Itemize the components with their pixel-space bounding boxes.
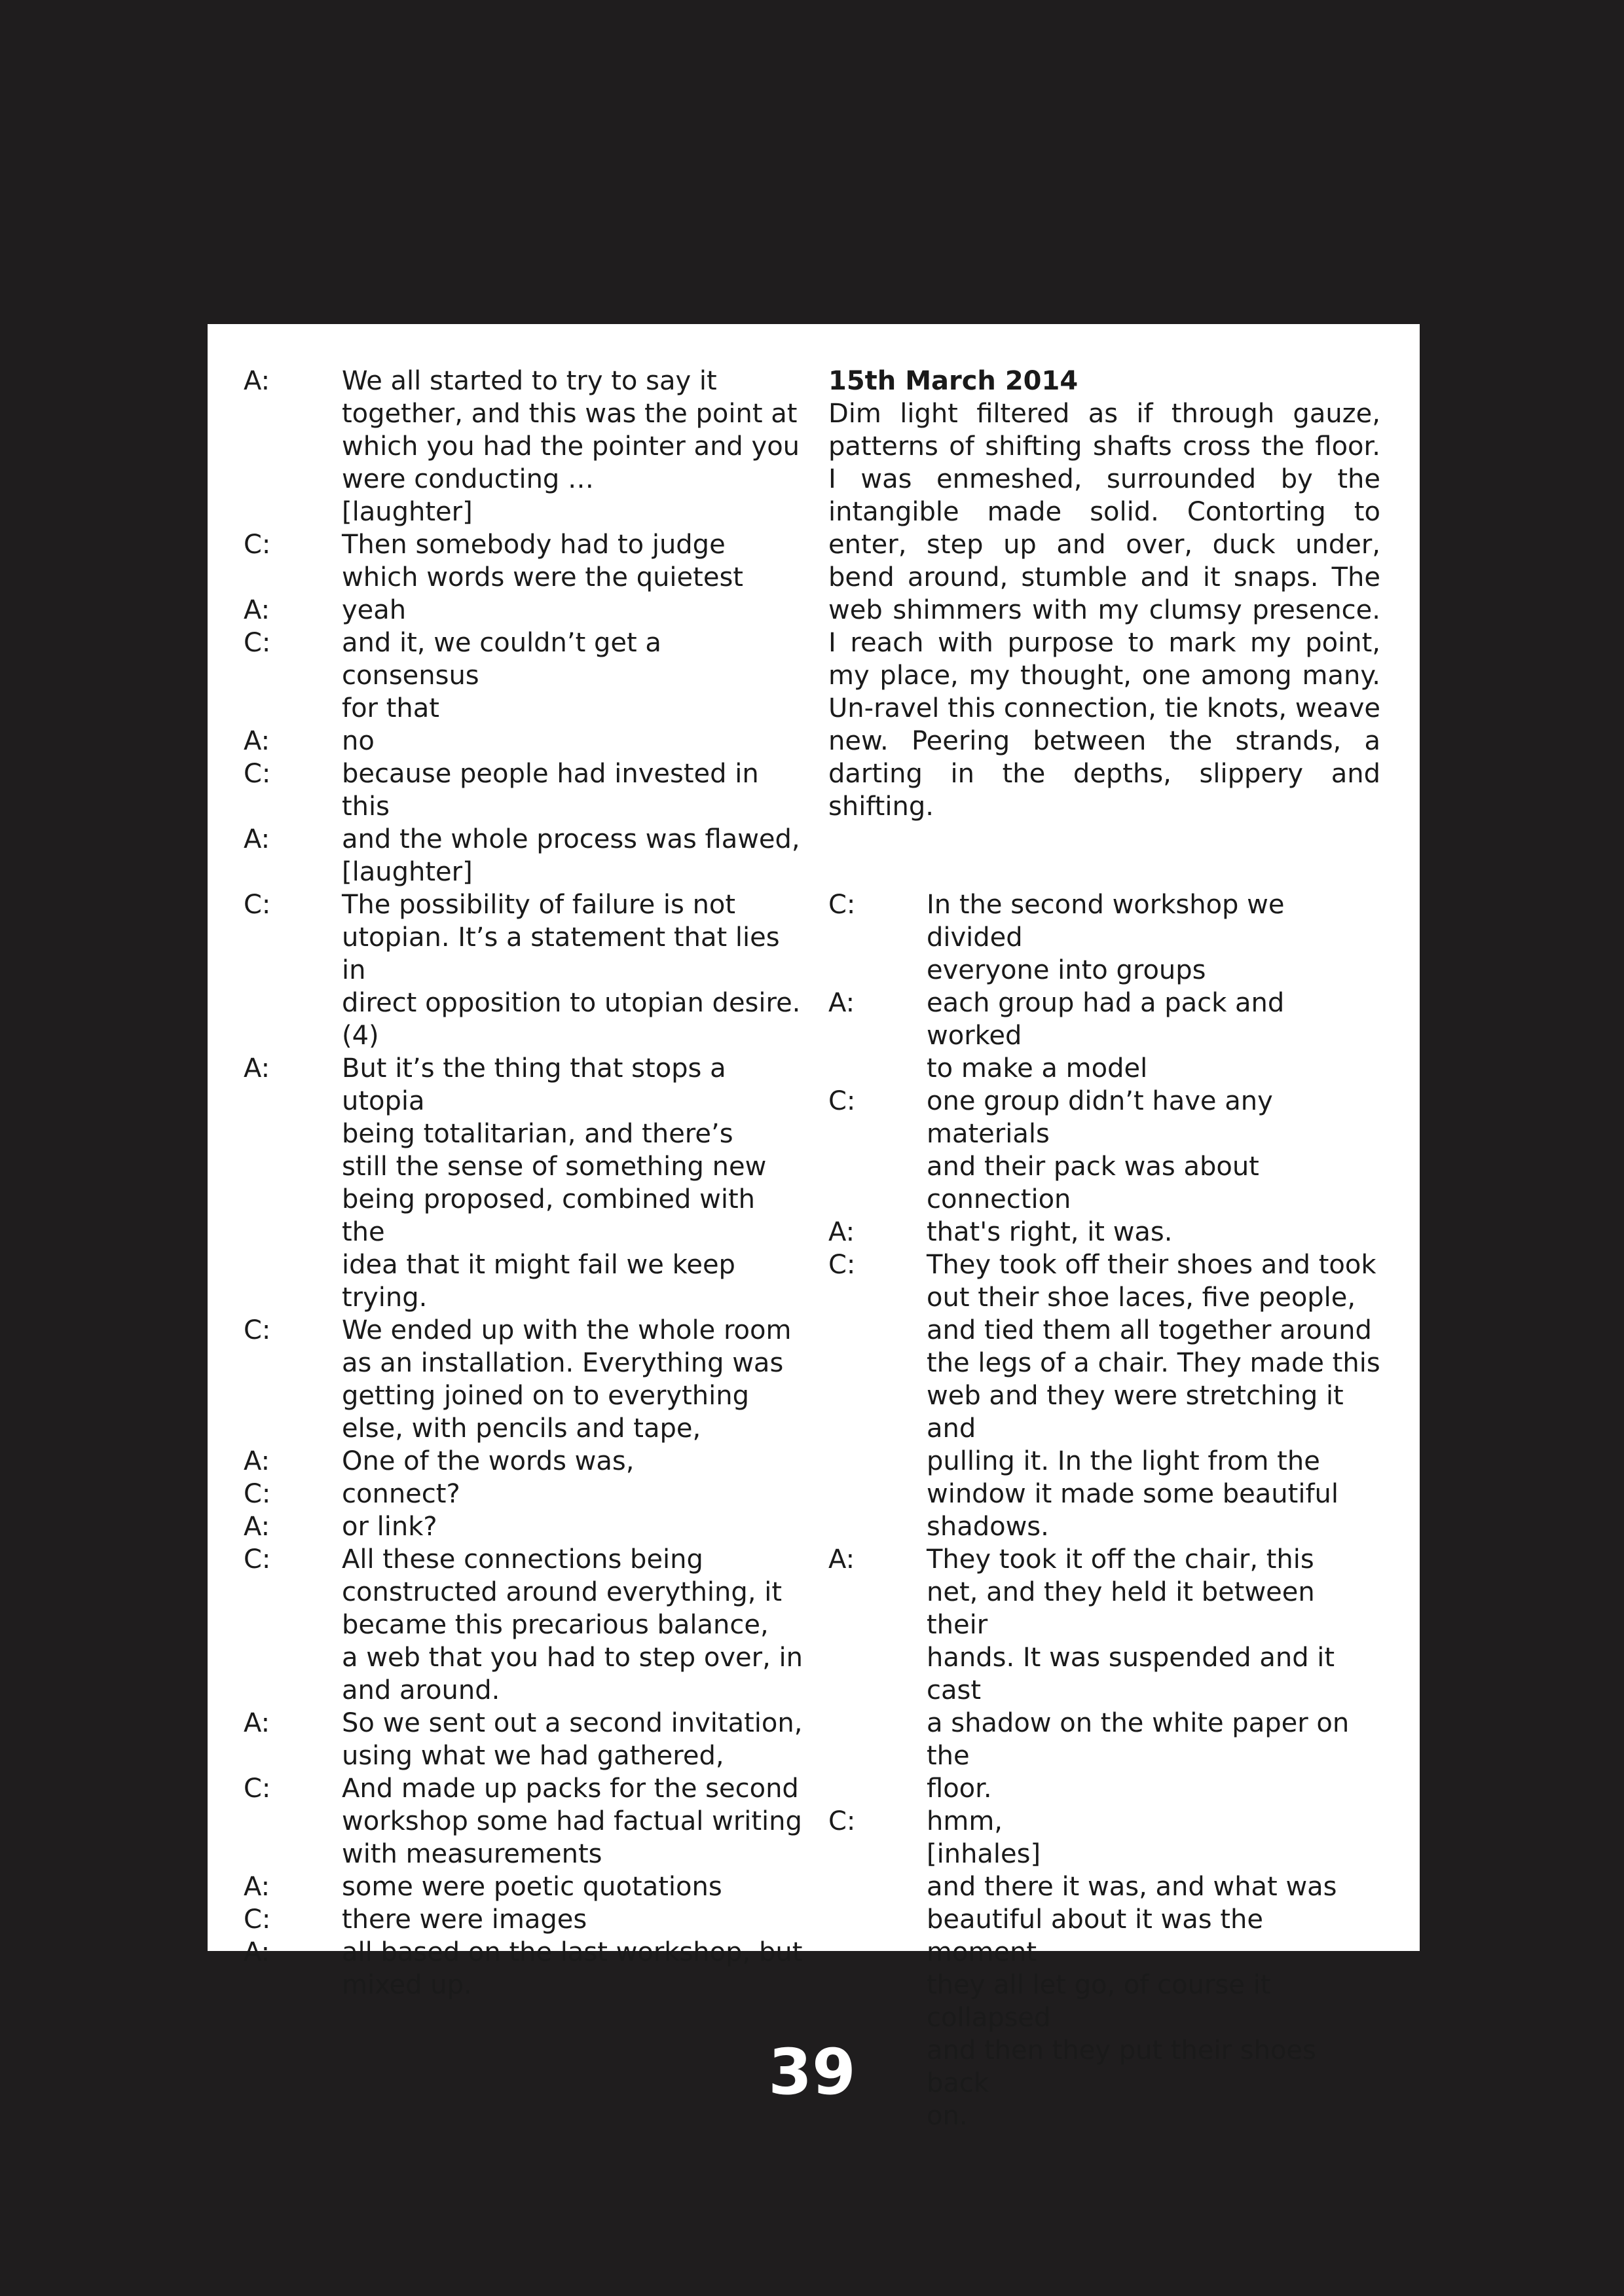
speaker-label: A:	[244, 726, 270, 756]
speaker-label: A:	[244, 1937, 270, 1967]
speaker-label: C:	[244, 890, 271, 920]
speaker-label: C:	[244, 1774, 271, 1804]
speaker-label: A:	[244, 1512, 270, 1542]
dialogue-entry	[244, 1478, 803, 1510]
dialogue-entry	[244, 1052, 803, 1314]
speaker-label: A:	[828, 1544, 855, 1575]
transcript-left-column	[244, 365, 803, 2001]
speaker-label: C:	[828, 1086, 856, 1116]
dialogue-entry	[244, 594, 803, 627]
dialogue-text: In the second workshop we divided everyone into groups	[927, 890, 1285, 985]
dialogue-entry	[244, 1314, 803, 1445]
transcript-right-column	[828, 365, 1380, 2132]
speaker-label: C:	[244, 1904, 271, 1935]
dialogue-text: or link?	[342, 1512, 437, 1542]
dialogue-text: that's right, it was.	[927, 1217, 1173, 1247]
dialogue-entry	[828, 888, 1380, 987]
dialogue-entry	[244, 1707, 803, 1772]
dialogue-entry	[244, 725, 803, 757]
dialogue-text: One of the words was,	[342, 1446, 635, 1476]
dialogue-text: hmm, [inhales] and there it was, and what was beautiful about it was the moment they all let go, of course it collapsed and then they put their shoes back on.	[927, 1806, 1337, 2131]
section-spacer	[828, 823, 1380, 888]
speaker-label: A:	[244, 1708, 270, 1738]
dialogue-text: We all started to try to say it together, and this was the point at which you had the pointer and you were conducting … [laughter]	[342, 366, 800, 527]
speaker-label: C:	[828, 890, 856, 920]
dialogue-entry	[828, 1216, 1380, 1248]
dialogue-entry	[828, 1085, 1380, 1216]
dialogue-entry	[244, 757, 803, 823]
speaker-label: A:	[244, 1872, 270, 1902]
dialogue-entry	[828, 987, 1380, 1085]
dialogue-entry	[244, 1903, 803, 1936]
speaker-label: A:	[244, 1446, 270, 1476]
dialogue-entry	[828, 1543, 1380, 1805]
speaker-label: C:	[244, 1315, 271, 1345]
dialogue-text: all based on the last workshop, but mixed up.	[342, 1937, 803, 2000]
speaker-label: C:	[244, 1479, 271, 1509]
dialogue-text: and it, we couldn’t get a consensus for that	[342, 628, 661, 723]
dialogue-text: But it’s the thing that stops a utopia being totalitarian, and there’s still the sense of something new being proposed, combined with the idea that it might fail we keep trying.	[342, 1053, 767, 1313]
dialogue-text: yeah	[342, 595, 407, 625]
dialogue-entry	[244, 1510, 803, 1543]
dialogue-entry	[244, 528, 803, 594]
speaker-label: A:	[244, 824, 270, 854]
dialogue-entry	[244, 627, 803, 725]
dialogue-text: They took it off the chair, this net, and they held it between their hands. It was suspended and it cast a shadow on the white paper on the floor.	[927, 1544, 1350, 1804]
dialogue-text: Then somebody had to judge which words were the quietest	[342, 530, 743, 592]
dialogue-text: and the whole process was flawed, [laughter]	[342, 824, 800, 887]
speaker-label: A:	[828, 1217, 855, 1247]
dialogue-entry	[244, 888, 803, 1052]
speaker-label: A:	[244, 366, 270, 396]
dialogue-text: because people had invested in this	[342, 759, 759, 822]
speaker-label: A:	[244, 595, 270, 625]
dialogue-entry	[244, 1445, 803, 1478]
speaker-label: C:	[244, 530, 271, 560]
dialogue-entry	[244, 1772, 803, 1870]
speaker-label: A:	[244, 1053, 270, 1084]
dialogue-text: And made up packs for the second workshop some had factual writing with measurements	[342, 1774, 802, 1869]
dialogue-text: So we sent out a second invitation, using what we had gathered,	[342, 1708, 803, 1771]
dialogue-text: They took off their shoes and took out their shoe laces, five people, and tied them all together around the legs of a chair. They made this web and they were stretching it and pulling it. In the light from the window it made some beautiful shadows.	[927, 1250, 1380, 1542]
dialogue-text: All these connections being constructed around everything, it became this precarious balance, a web that you had to step over, in and around.	[342, 1544, 803, 1705]
dialogue-text: some were poetic quotations	[342, 1872, 722, 1902]
dialogue-entry	[244, 365, 803, 528]
speaker-label: C:	[828, 1250, 856, 1280]
dialogue-text: connect?	[342, 1479, 460, 1509]
speaker-label: C:	[828, 1806, 856, 1836]
speaker-label: A:	[828, 988, 855, 1018]
page-number: 39	[768, 2035, 856, 2109]
dialogue-text: there were images	[342, 1904, 587, 1935]
dialogue-entry	[244, 1870, 803, 1903]
speaker-label: C:	[244, 1544, 271, 1575]
dialogue-text: The possibility of failure is not utopian. It’s a statement that lies in direct opposition to utopian desire. (4)	[342, 890, 801, 1051]
diary-paragraph: Dim light filtered as if through gauze, patterns of shifting shafts cross the floor. I was enmeshed, surrounded by the intangible made solid. Contorting to enter, step up and over, duck under, bend around, stumble and it snaps. The web shimmers with my clumsy presence. I reach with purpose to mark my point, my place, my thought, one among many. Un-ravel this connection, tie knots, weave new. Peering between the strands, a darting in the depths, slippery and shifting.	[828, 399, 1380, 822]
dialogue-entry	[244, 1936, 803, 2001]
dialogue-text: no	[342, 726, 375, 756]
dialogue-text: one group didn’t have any materials and their pack was about connection	[927, 1086, 1273, 1214]
diary-date-heading: 15th March 2014	[828, 366, 1079, 396]
speaker-label: C:	[244, 759, 271, 789]
dialogue-text: each group had a pack and worked to make a model	[927, 988, 1285, 1084]
dialogue-entry	[828, 1248, 1380, 1543]
dialogue-text: We ended up with the whole room as an installation. Everything was getting joined on to everything else, with pencils and tape,	[342, 1315, 792, 1444]
dialogue-entry	[244, 1543, 803, 1707]
dialogue-entry	[244, 823, 803, 888]
speaker-label: C:	[244, 628, 271, 658]
